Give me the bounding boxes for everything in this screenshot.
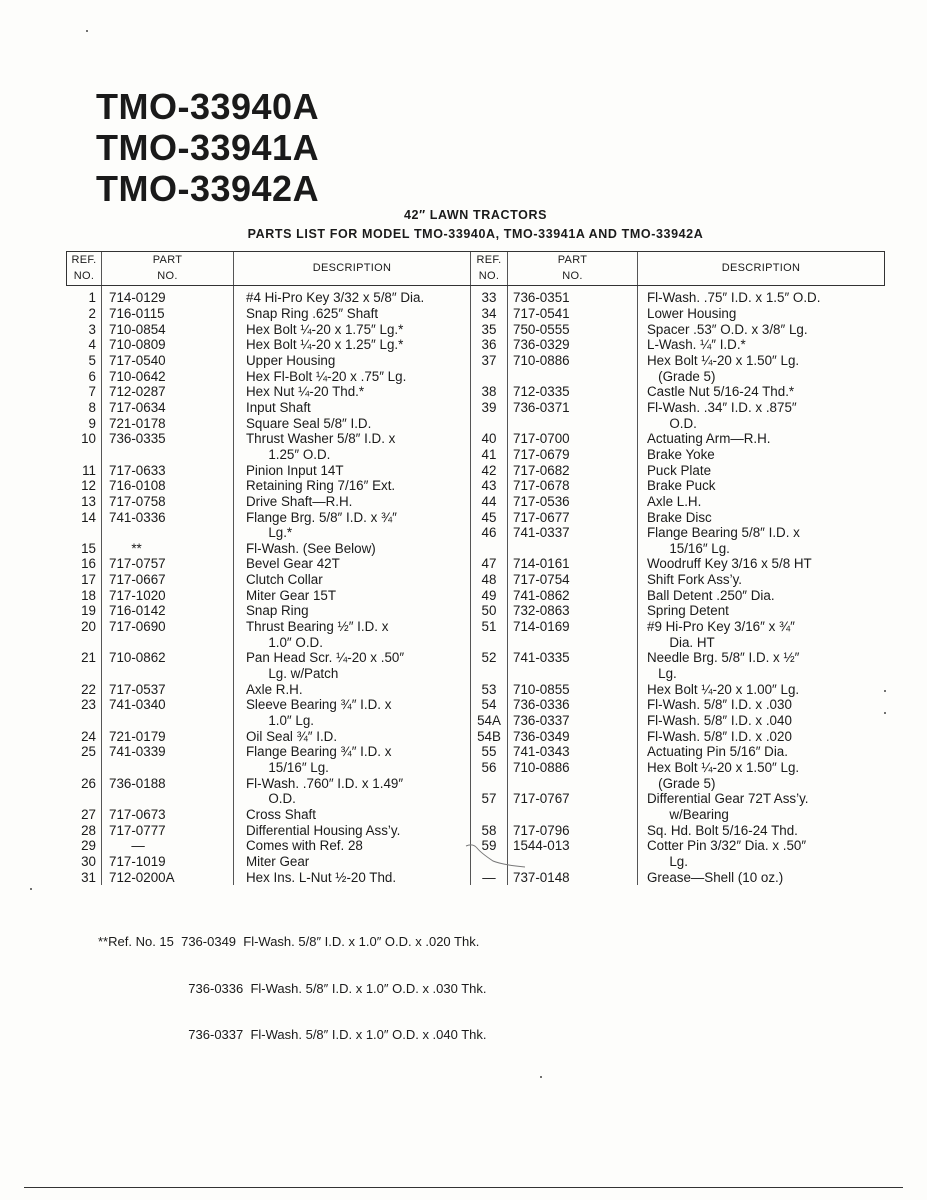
part-no-cell	[508, 416, 638, 432]
description-cell: Differential Gear 72T Ass’y.	[638, 791, 885, 807]
ref-no-cell: 26	[81, 775, 96, 791]
ref-no-cell: 24	[81, 728, 96, 744]
description-cell: Hex Fl-Bolt ¼-20 x .75″ Lg.	[234, 369, 471, 385]
ref-no-cell	[471, 666, 508, 682]
table-row	[67, 369, 885, 385]
part-no-cell: —	[102, 838, 234, 854]
part-no-cell: 736-0329	[508, 337, 638, 353]
part-no-cell: 736-0351	[508, 286, 638, 306]
ref-no-cell: 17	[81, 572, 96, 588]
ref-no-cell: 31	[81, 869, 96, 885]
footnote-line: 736-0337 Fl-Wash. 5/8″ I.D. x 1.0″ O.D. x .040 Thk.	[98, 1027, 487, 1042]
description-cell: Differential Housing Ass’y.	[234, 823, 471, 839]
part-no-cell	[508, 635, 638, 651]
part-no-cell: 712-0287	[102, 384, 234, 400]
description-cell: Flange Bearing ¾″ I.D. x	[234, 744, 471, 760]
ref-no-cell	[67, 635, 102, 651]
ref-no-cell: 8	[88, 399, 96, 415]
ref-no-cell: 36	[471, 337, 508, 353]
table-row	[67, 650, 885, 666]
description-cell: Flange Brg. 5/8″ I.D. x ¾″	[234, 510, 471, 526]
description-cell: Fl-Wash. 5/8″ I.D. x .030	[638, 697, 885, 713]
part-no-cell	[102, 635, 234, 651]
part-no-cell: 717-0541	[508, 306, 638, 322]
document-subtitle: 42″ LAWN TRACTORS	[403, 208, 548, 222]
table-row	[67, 760, 885, 776]
part-no-cell: 717-0540	[102, 353, 234, 369]
page-bottom-rule	[24, 1187, 903, 1188]
description-cell: Comes with Ref. 28	[234, 838, 471, 854]
part-no-cell: 736-0349	[508, 729, 638, 745]
footnote-line: 736-0336 Fl-Wash. 5/8″ I.D. x 1.0″ O.D. x .030 Thk.	[98, 980, 487, 996]
part-no-cell: 710-0855	[508, 682, 638, 698]
ref-no-cell: 30	[81, 853, 96, 869]
ref-no-cell: 14	[81, 509, 96, 525]
description-cell: Hex Nut ¼-20 Thd.*	[234, 384, 471, 400]
table-row	[67, 556, 885, 572]
ref-no-cell	[67, 666, 102, 682]
part-no-cell: 737-0148	[508, 870, 638, 886]
part-no-cell	[102, 525, 234, 541]
ref-no-cell: 22	[81, 681, 96, 697]
table-row	[67, 510, 885, 526]
description-cell: Cross Shaft	[234, 807, 471, 823]
description-cell: Puck Plate	[638, 463, 885, 479]
part-no-cell: 717-1019	[102, 854, 234, 870]
description-cell: Brake Yoke	[638, 447, 885, 463]
description-cell: Oil Seal ¾″ I.D.	[234, 729, 471, 745]
part-no-cell: 717-0679	[508, 447, 638, 463]
header-part: PART NO.	[102, 252, 234, 286]
ref-no-cell: 57	[471, 791, 508, 807]
table-row	[67, 478, 885, 494]
description-cell: Hex Ins. L-Nut ½-20 Thd.	[234, 870, 471, 886]
description-cell: Fl-Wash. .75″ I.D. x 1.5″ O.D.	[638, 286, 885, 306]
part-no-cell: 717-0537	[102, 682, 234, 698]
part-no-cell: 732-0863	[508, 603, 638, 619]
part-no-cell	[102, 760, 234, 776]
description-cell: Sleeve Bearing ¾″ I.D. x	[234, 697, 471, 713]
ref-no-cell: 4	[88, 337, 96, 353]
description-cell: Lg.	[638, 666, 885, 682]
description-cell: Lg.*	[234, 525, 471, 541]
ref-no-cell: 50	[471, 603, 508, 619]
part-no-cell: 714-0169	[508, 619, 638, 635]
description-cell: Input Shaft	[234, 400, 471, 416]
parts-table-body	[67, 286, 885, 885]
description-cell: Bevel Gear 42T	[234, 556, 471, 572]
part-no-cell: 716-0115	[102, 306, 234, 322]
part-no-cell: 717-0682	[508, 463, 638, 479]
part-no-cell: 741-0339	[102, 744, 234, 760]
part-no-cell: 717-0634	[102, 400, 234, 416]
ref-no-cell: 51	[471, 619, 508, 635]
ref-no-cell: 11	[82, 462, 96, 478]
table-row	[67, 791, 885, 807]
model-number: TMO-33942A	[96, 168, 320, 209]
ref-no-cell: 45	[471, 510, 508, 526]
ref-no-cell: 12	[81, 478, 96, 494]
table-row	[67, 463, 885, 479]
description-cell: Brake Puck	[638, 478, 885, 494]
description-cell: Actuating Pin 5/16″ Dia.	[638, 744, 885, 760]
table-row	[67, 384, 885, 400]
model-number: TMO-33941A	[96, 127, 320, 168]
description-cell: Thrust Washer 5/8″ I.D. x	[234, 431, 471, 447]
ref-no-cell: 42	[471, 463, 508, 479]
table-row	[67, 666, 885, 682]
description-cell: (Grade 5)	[638, 369, 885, 385]
description-cell: Hex Bolt ¼-20 x 1.75″ Lg.*	[234, 322, 471, 338]
description-cell: Hex Bolt ¼-20 x 1.25″ Lg.*	[234, 337, 471, 353]
part-no-cell: 710-0862	[102, 650, 234, 666]
ref-no-cell	[67, 791, 102, 807]
scan-speck	[30, 888, 32, 890]
table-row	[67, 306, 885, 322]
table-row	[67, 494, 885, 510]
scan-speck	[884, 712, 886, 714]
part-no-cell: 741-0862	[508, 588, 638, 604]
parts-table	[66, 251, 885, 885]
ref-no-cell: 41	[471, 447, 508, 463]
part-no-cell: 710-0886	[508, 760, 638, 776]
header-description: DESCRIPTION	[234, 252, 471, 286]
description-cell: #4 Hi-Pro Key 3/32 x 5/8″ Dia.	[234, 286, 471, 306]
table-row	[67, 400, 885, 416]
part-no-cell: 750-0555	[508, 322, 638, 338]
part-no-cell: 714-0129	[102, 286, 234, 306]
description-cell: L-Wash. ¼″ I.D.*	[638, 337, 885, 353]
description-cell: Spring Detent	[638, 603, 885, 619]
part-no-cell: 736-0336	[508, 697, 638, 713]
description-cell: Needle Brg. 5/8″ I.D. x ½″	[638, 650, 885, 666]
ref-no-cell: 9	[88, 415, 96, 431]
description-cell: Ball Detent .250″ Dia.	[638, 588, 885, 604]
ref-no-cell	[67, 760, 102, 776]
description-cell: Actuating Arm—R.H.	[638, 431, 885, 447]
description-cell: Snap Ring	[234, 603, 471, 619]
description-cell: Drive Shaft—R.H.	[234, 494, 471, 510]
table-row	[67, 635, 885, 651]
ref-no-cell: 39	[471, 400, 508, 416]
table-row	[67, 353, 885, 369]
description-cell: Snap Ring .625″ Shaft	[234, 306, 471, 322]
table-row	[67, 525, 885, 541]
scan-speck	[884, 690, 886, 692]
table-row	[67, 541, 885, 557]
description-cell: Miter Gear 15T	[234, 588, 471, 604]
table-row	[67, 744, 885, 760]
part-no-cell: 710-0642	[102, 369, 234, 385]
ref-no-cell: 15	[81, 540, 96, 556]
description-cell: Axle R.H.	[234, 682, 471, 698]
ref-no-cell	[67, 447, 102, 463]
ref-no-cell: 27	[81, 806, 96, 822]
ref-no-cell: 25	[81, 744, 96, 760]
header-part: PART NO.	[508, 252, 638, 286]
ref-no-cell: 7	[88, 384, 96, 400]
table-row	[67, 286, 885, 306]
ref-no-cell: 23	[81, 697, 96, 713]
part-no-cell	[102, 713, 234, 729]
part-no-cell: 717-0700	[508, 431, 638, 447]
ref-no-cell	[471, 776, 508, 792]
ref-no-cell: 6	[88, 368, 96, 384]
description-cell: Fl-Wash. .34″ I.D. x .875″	[638, 400, 885, 416]
parts-list-title: PARTS LIST FOR MODEL TMO-33940A, TMO-33941A AND TMO-33942A	[247, 227, 704, 241]
part-no-cell	[102, 447, 234, 463]
part-no-cell: 717-0754	[508, 572, 638, 588]
ref-no-cell	[471, 635, 508, 651]
description-cell: Axle L.H.	[638, 494, 885, 510]
part-no-cell: 741-0335	[508, 650, 638, 666]
table-row	[67, 322, 885, 338]
table-row	[67, 807, 885, 823]
header-ref: REF. NO.	[67, 252, 102, 286]
ref-no-cell: 54B	[471, 729, 508, 745]
part-no-cell: 710-0854	[102, 322, 234, 338]
part-no-cell: 717-0678	[508, 478, 638, 494]
header-ref: REF. NO.	[471, 252, 508, 286]
description-cell: Hex Bolt ¼-20 x 1.50″ Lg.	[638, 353, 885, 369]
description-cell: 15/16″ Lg.	[234, 760, 471, 776]
part-no-cell: 1544-013	[508, 838, 638, 854]
part-no-cell: 717-0673	[102, 807, 234, 823]
part-no-cell: 721-0178	[102, 416, 234, 432]
description-cell: Cotter Pin 3/32″ Dia. x .50″	[638, 838, 885, 854]
ref-no-cell	[471, 807, 508, 823]
description-cell: Retaining Ring 7/16″ Ext.	[234, 478, 471, 494]
table-row	[67, 729, 885, 745]
table-row	[67, 713, 885, 729]
ref-no-cell: 55	[471, 744, 508, 760]
description-cell: Lg.	[638, 854, 885, 870]
table-row	[67, 603, 885, 619]
ref-no-cell: 13	[81, 493, 96, 509]
ref-no-cell: 44	[471, 494, 508, 510]
table-header-row	[67, 252, 885, 286]
part-no-cell: 717-0633	[102, 463, 234, 479]
description-cell: 1.25″ O.D.	[234, 447, 471, 463]
ref-no-cell: 21	[81, 650, 96, 666]
part-no-cell	[102, 791, 234, 807]
part-no-cell	[508, 541, 638, 557]
ref-no-cell: 58	[471, 823, 508, 839]
ref-no-cell: 18	[81, 587, 96, 603]
description-cell: Fl-Wash. 5/8″ I.D. x .040	[638, 713, 885, 729]
table-row	[67, 776, 885, 792]
description-cell: Dia. HT	[638, 635, 885, 651]
description-cell: Fl-Wash. 5/8″ I.D. x .020	[638, 729, 885, 745]
ref-no-cell: 3	[88, 321, 96, 337]
description-cell: O.D.	[234, 791, 471, 807]
model-number: TMO-33940A	[96, 86, 320, 127]
ref-no-cell: 33	[471, 286, 508, 306]
description-cell: Grease—Shell (10 oz.)	[638, 870, 885, 886]
description-cell: 1.0″ Lg.	[234, 713, 471, 729]
part-no-cell: 741-0340	[102, 697, 234, 713]
ref-no-cell: 52	[471, 650, 508, 666]
table-row	[67, 431, 885, 447]
ref-no-cell: 54	[471, 697, 508, 713]
part-no-cell: 717-0667	[102, 572, 234, 588]
description-cell: Spacer .53″ O.D. x 3/8″ Lg.	[638, 322, 885, 338]
footnote-line: **Ref. No. 15 736-0349 Fl-Wash. 5/8″ I.D. x 1.0″ O.D. x .020 Thk.	[98, 934, 480, 949]
part-no-cell: 717-0536	[508, 494, 638, 510]
scan-speck	[86, 30, 88, 32]
description-cell: Brake Disc	[638, 510, 885, 526]
ref-no-cell: 1	[88, 290, 96, 306]
description-cell: #9 Hi-Pro Key 3/16″ x ¾″	[638, 619, 885, 635]
part-no-cell	[102, 666, 234, 682]
part-no-cell: 717-0796	[508, 823, 638, 839]
part-no-cell: 716-0108	[102, 478, 234, 494]
description-cell: Clutch Collar	[234, 572, 471, 588]
description-cell: Thrust Bearing ½″ I.D. x	[234, 619, 471, 635]
ref-no-cell	[67, 525, 102, 541]
part-no-cell: 714-0161	[508, 556, 638, 572]
part-no-cell: **	[102, 541, 234, 557]
table-row	[67, 823, 885, 839]
table-row	[67, 572, 885, 588]
description-cell: Woodruff Key 3/16 x 5/8 HT	[638, 556, 885, 572]
ref-no-cell: 5	[88, 352, 96, 368]
ref-no-cell: 53	[471, 682, 508, 698]
description-cell: Fl-Wash. (See Below)	[234, 541, 471, 557]
ref-no-cell	[67, 713, 102, 729]
ref-no-cell	[471, 541, 508, 557]
table-row	[67, 697, 885, 713]
description-cell: Sq. Hd. Bolt 5/16-24 Thd.	[638, 823, 885, 839]
description-cell: Lg. w/Patch	[234, 666, 471, 682]
description-cell: Castle Nut 5/16-24 Thd.*	[638, 384, 885, 400]
part-no-cell: 717-0757	[102, 556, 234, 572]
part-no-cell: 717-1020	[102, 588, 234, 604]
table-row	[67, 588, 885, 604]
description-cell: Flange Bearing 5/8″ I.D. x	[638, 525, 885, 541]
scan-speck	[540, 1076, 542, 1078]
header-description: DESCRIPTION	[638, 252, 885, 286]
ref-no-cell: —	[471, 870, 508, 886]
description-cell: Pinion Input 14T	[234, 463, 471, 479]
part-no-cell: 721-0179	[102, 729, 234, 745]
description-cell: Upper Housing	[234, 353, 471, 369]
ref-no-cell: 40	[471, 431, 508, 447]
footnote	[98, 903, 487, 1058]
table-row	[67, 682, 885, 698]
part-no-cell: 717-0690	[102, 619, 234, 635]
table-row	[67, 416, 885, 432]
part-no-cell: 717-0758	[102, 494, 234, 510]
part-no-cell: 741-0343	[508, 744, 638, 760]
part-no-cell: 716-0142	[102, 603, 234, 619]
ref-no-cell: 43	[471, 478, 508, 494]
ref-no-cell: 37	[471, 353, 508, 369]
ref-no-cell: 2	[88, 305, 96, 321]
ref-no-cell: 29	[81, 838, 96, 854]
ref-no-cell: 20	[81, 619, 96, 635]
ref-no-cell: 34	[471, 306, 508, 322]
ref-no-cell: 47	[471, 556, 508, 572]
part-no-cell: 710-0886	[508, 353, 638, 369]
ref-no-cell: 48	[471, 572, 508, 588]
part-no-cell: 741-0337	[508, 525, 638, 541]
description-cell: Miter Gear	[234, 854, 471, 870]
part-no-cell: 712-0335	[508, 384, 638, 400]
model-numbers	[96, 86, 319, 209]
part-no-cell: 712-0200A	[102, 870, 234, 886]
part-no-cell: 736-0188	[102, 776, 234, 792]
ref-no-cell: 46	[471, 525, 508, 541]
description-cell: (Grade 5)	[638, 776, 885, 792]
description-cell: w/Bearing	[638, 807, 885, 823]
description-cell: Hex Bolt ¼-20 x 1.00″ Lg.	[638, 682, 885, 698]
part-no-cell: 736-0371	[508, 400, 638, 416]
part-no-cell	[508, 776, 638, 792]
ref-no-cell: 54A	[471, 713, 508, 729]
description-cell: Shift Fork Ass’y.	[638, 572, 885, 588]
description-cell: Pan Head Scr. ¼-20 x .50″	[234, 650, 471, 666]
description-cell: 15/16″ Lg.	[638, 541, 885, 557]
description-cell: Fl-Wash. .760″ I.D. x 1.49″	[234, 776, 471, 792]
description-cell: Square Seal 5/8″ I.D.	[234, 416, 471, 432]
part-no-cell: 710-0809	[102, 337, 234, 353]
ref-no-cell: 38	[471, 384, 508, 400]
part-no-cell: 717-0777	[102, 823, 234, 839]
part-no-cell	[508, 807, 638, 823]
part-no-cell: 736-0337	[508, 713, 638, 729]
ref-no-cell: 28	[81, 822, 96, 838]
part-no-cell	[508, 369, 638, 385]
description-cell: Hex Bolt ¼-20 x 1.50″ Lg.	[638, 760, 885, 776]
part-no-cell	[508, 666, 638, 682]
description-cell: Lower Housing	[638, 306, 885, 322]
ref-no-cell: 59	[471, 838, 508, 854]
ref-no-cell	[471, 416, 508, 432]
ref-no-cell: 56	[471, 760, 508, 776]
table-row	[67, 447, 885, 463]
ref-no-cell: 10	[81, 431, 96, 447]
ref-no-cell	[471, 369, 508, 385]
table-row	[67, 619, 885, 635]
scan-mark	[463, 843, 533, 873]
description-cell: 1.0″ O.D.	[234, 635, 471, 651]
description-cell: O.D.	[638, 416, 885, 432]
part-no-cell: 741-0336	[102, 510, 234, 526]
part-no-cell: 717-0767	[508, 791, 638, 807]
table-row	[67, 337, 885, 353]
ref-no-cell: 19	[81, 603, 96, 619]
ref-no-cell: 16	[81, 556, 96, 572]
part-no-cell: 736-0335	[102, 431, 234, 447]
ref-no-cell: 49	[471, 588, 508, 604]
part-no-cell: 717-0677	[508, 510, 638, 526]
ref-no-cell: 35	[471, 322, 508, 338]
